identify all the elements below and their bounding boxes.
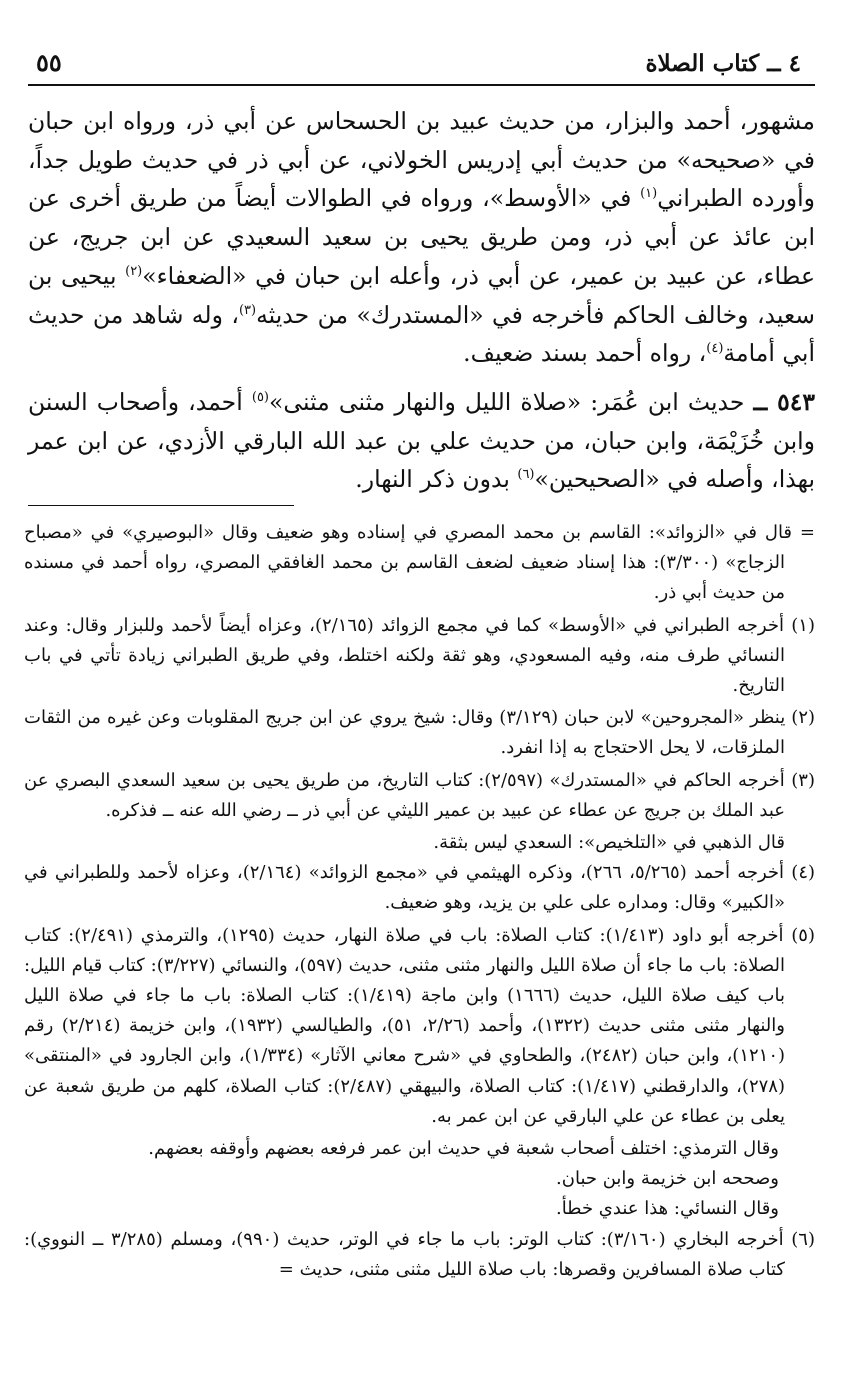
- hadith-number: ٥٤٣ ــ: [753, 387, 815, 416]
- paragraph-2: [28, 383, 815, 499]
- text-run: ، رواه أحمد بسند ضعيف.: [463, 339, 707, 368]
- footnote-4: (٤) أخرجه أحمد (٥/٢٦٥، ٢٦٦)، وذكره الهيثمي في «مجمع الزوائد» (٢/١٦٤)، وعزاه لأحمد وللطبراني في «الكبير» وقال: ومداره على علي بن يزيد، وهو ضعيف.: [24, 862, 816, 914]
- footnote-5-note-sahhah: وصححه ابن خزيمة وابن حبان.: [556, 1168, 779, 1190]
- running-title: ٤ ــ كتاب الصلاة: [645, 50, 801, 77]
- paragraph-1: [28, 102, 815, 373]
- text-run: مشهور، أحمد والبزار، من حديث عبيد بن الحسحاس عن أبي ذر، ورواه ابن حبان في «صحيحه» من حديث أبي إدريس الخولاني، عن أبي ذر في حديث طويل جداً، وأورده الطبراني: [28, 107, 815, 213]
- footnote-5: (٥) أخرجه أبو داود (١/٤١٣): كتاب الصلاة: باب في صلاة النهار، حديث (١٢٩٥)، والترمذي (٢/٤٩١): كتاب الصلاة: باب ما جاء أن صلاة الليل والنهار مثنى مثنى، حديث (٥٩٧)، والنسائي (٣/٢٢٧): كتاب قيام الليل: باب كيف صلاة الليل، حديث (١٦٦٦) وابن ماجة (١/٤١٩): كتاب الصلاة: باب ما جاء في صلاة الليل والنهار مثنى مثنى حديث (١٣٢٢)، وأحمد (٢/٢٦، ٥١)، والطيالسي (١٩٣٢)، وابن خزيمة (٢/٢١٤) رقم (١٢١٠)، وابن حبان (٢٤٨٢)، والطحاوي في «شرح معاني الآثار» (١/٣٣٤)، وابن الجارود في «المنتقى» (٢٧٨)، والدارقطني (١/٤١٧): كتاب الصلاة، والبيهقي (٢/٤٨٧): كتاب الصلاة، كلهم من طريق شعبة عن يعلى بن عطاء عن علي البارقي عن ابن عمر به.: [24, 924, 815, 1127]
- footnote-ref-1[interactable]: (١): [640, 186, 658, 202]
- footnote-5-note-tirmidhi: وقال الترمذي: اختلف أصحاب شعبة في حديث ابن عمر فرفعه بعضهم وأوقفه بعضهم.: [148, 1138, 779, 1160]
- footnote-ref-3[interactable]: (٣): [238, 302, 257, 318]
- footnote-5-note-nasai: وقال النسائي: هذا عندي خطأ.: [555, 1198, 779, 1220]
- footnote-6: (٦) أخرجه البخاري (٣/١٦٠): كتاب الوتر: باب ما جاء في الوتر، حديث (٩٩٠)، ومسلم (٣/٢٨٥ ــ النووي): كتاب صلاة المسافرين وقصرها: باب صلاة الليل مثنى مثنى، حديث =: [24, 1228, 815, 1280]
- text-run: حديث ابن عُمَر: «صلاة الليل والنهار مثنى مثنى»: [269, 387, 754, 416]
- text-run: أحمد، وأصحاب السنن وابن خُزَيْمَة، وابن حبان، من حديث علي بن عبد الله البارقي الأزدي، عن ابن عمر بهذا، وأصله في «الصحيحين»: [28, 387, 815, 494]
- footnotes: [24, 518, 815, 1287]
- footnote-ref-5[interactable]: (٥): [251, 390, 269, 406]
- footnote-divider: [28, 505, 294, 506]
- footnote-1: (١) أخرجه الطبراني في «الأوسط» كما في مجمع الزوائد (٢/١٦٥)، وعزاه أيضاً لأحمد وللبزار وقال: وعند النسائي طرف منه، وفيه المسعودي، وهو ثقة ولكنه اختلط، وفي طريق الطبراني زيادة تأتي في باب التاريخ.: [24, 614, 815, 697]
- footnote-continuation: = قال في «الزوائد»: القاسم بن محمد المصري في إسناده وهو ضعيف وقال «البوصيري» في «مصباح الزجاج» (٣/٣٠٠): هذا إسناد ضعيف لضعف القاسم بن محمد الغافقي المصري، رواه أحمد في مسنده من حديث أبي ذر.: [24, 522, 815, 604]
- text-run: في «الأوسط»، ورواه في الطوالات أيضاً من طريق أخرى عن ابن عائذ عن أبي ذر، ومن طريق يحيى بن سعيد السعيدي عن ابن جريج، عن عطاء، عن عبيد بن عمير، عن أبي ذر، وأعله ابن حبان في «الضعفاء»: [28, 184, 815, 290]
- footnote-ref-2[interactable]: (٢): [125, 263, 143, 279]
- page-header: [28, 44, 815, 86]
- footnote-ref-4[interactable]: (٤): [706, 341, 724, 357]
- footnote-3: (٣) أخرجه الحاكم في «المستدرك» (٢/٥٩٧): كتاب التاريخ، من طريق يحيى بن سعيد السعدي البصري عن عبد الملك بن جريج عن عطاء عن عبيد بن عمير الليثي عن أبي ذر ــ رضي الله عنه ــ فذكره.: [24, 769, 815, 821]
- footnote-ref-6[interactable]: (٦): [517, 467, 535, 483]
- text-run: بيحيى بن سعيد، وخالف الحاكم فأخرجه في «المستدرك» من حديثه: [28, 261, 815, 329]
- footnote-3-note: قال الذهبي في «التلخيص»: السعدي ليس بثقة.: [433, 832, 785, 854]
- text-run: بدون ذكر النهار.: [355, 465, 518, 494]
- main-text: [28, 102, 815, 499]
- footnote-2: (٢) ينظر «المجروحين» لابن حبان (٣/١٢٩) وقال: شيخ يروي عن ابن جريج المقلوبات وعن غيره من الثقات الملزقات، لا يحل الاحتجاج به إذا انفرد.: [24, 707, 816, 759]
- page-number: ٥٥: [36, 48, 62, 77]
- text-run: ، وله شاهد من حديث أبي أمامة: [28, 300, 815, 368]
